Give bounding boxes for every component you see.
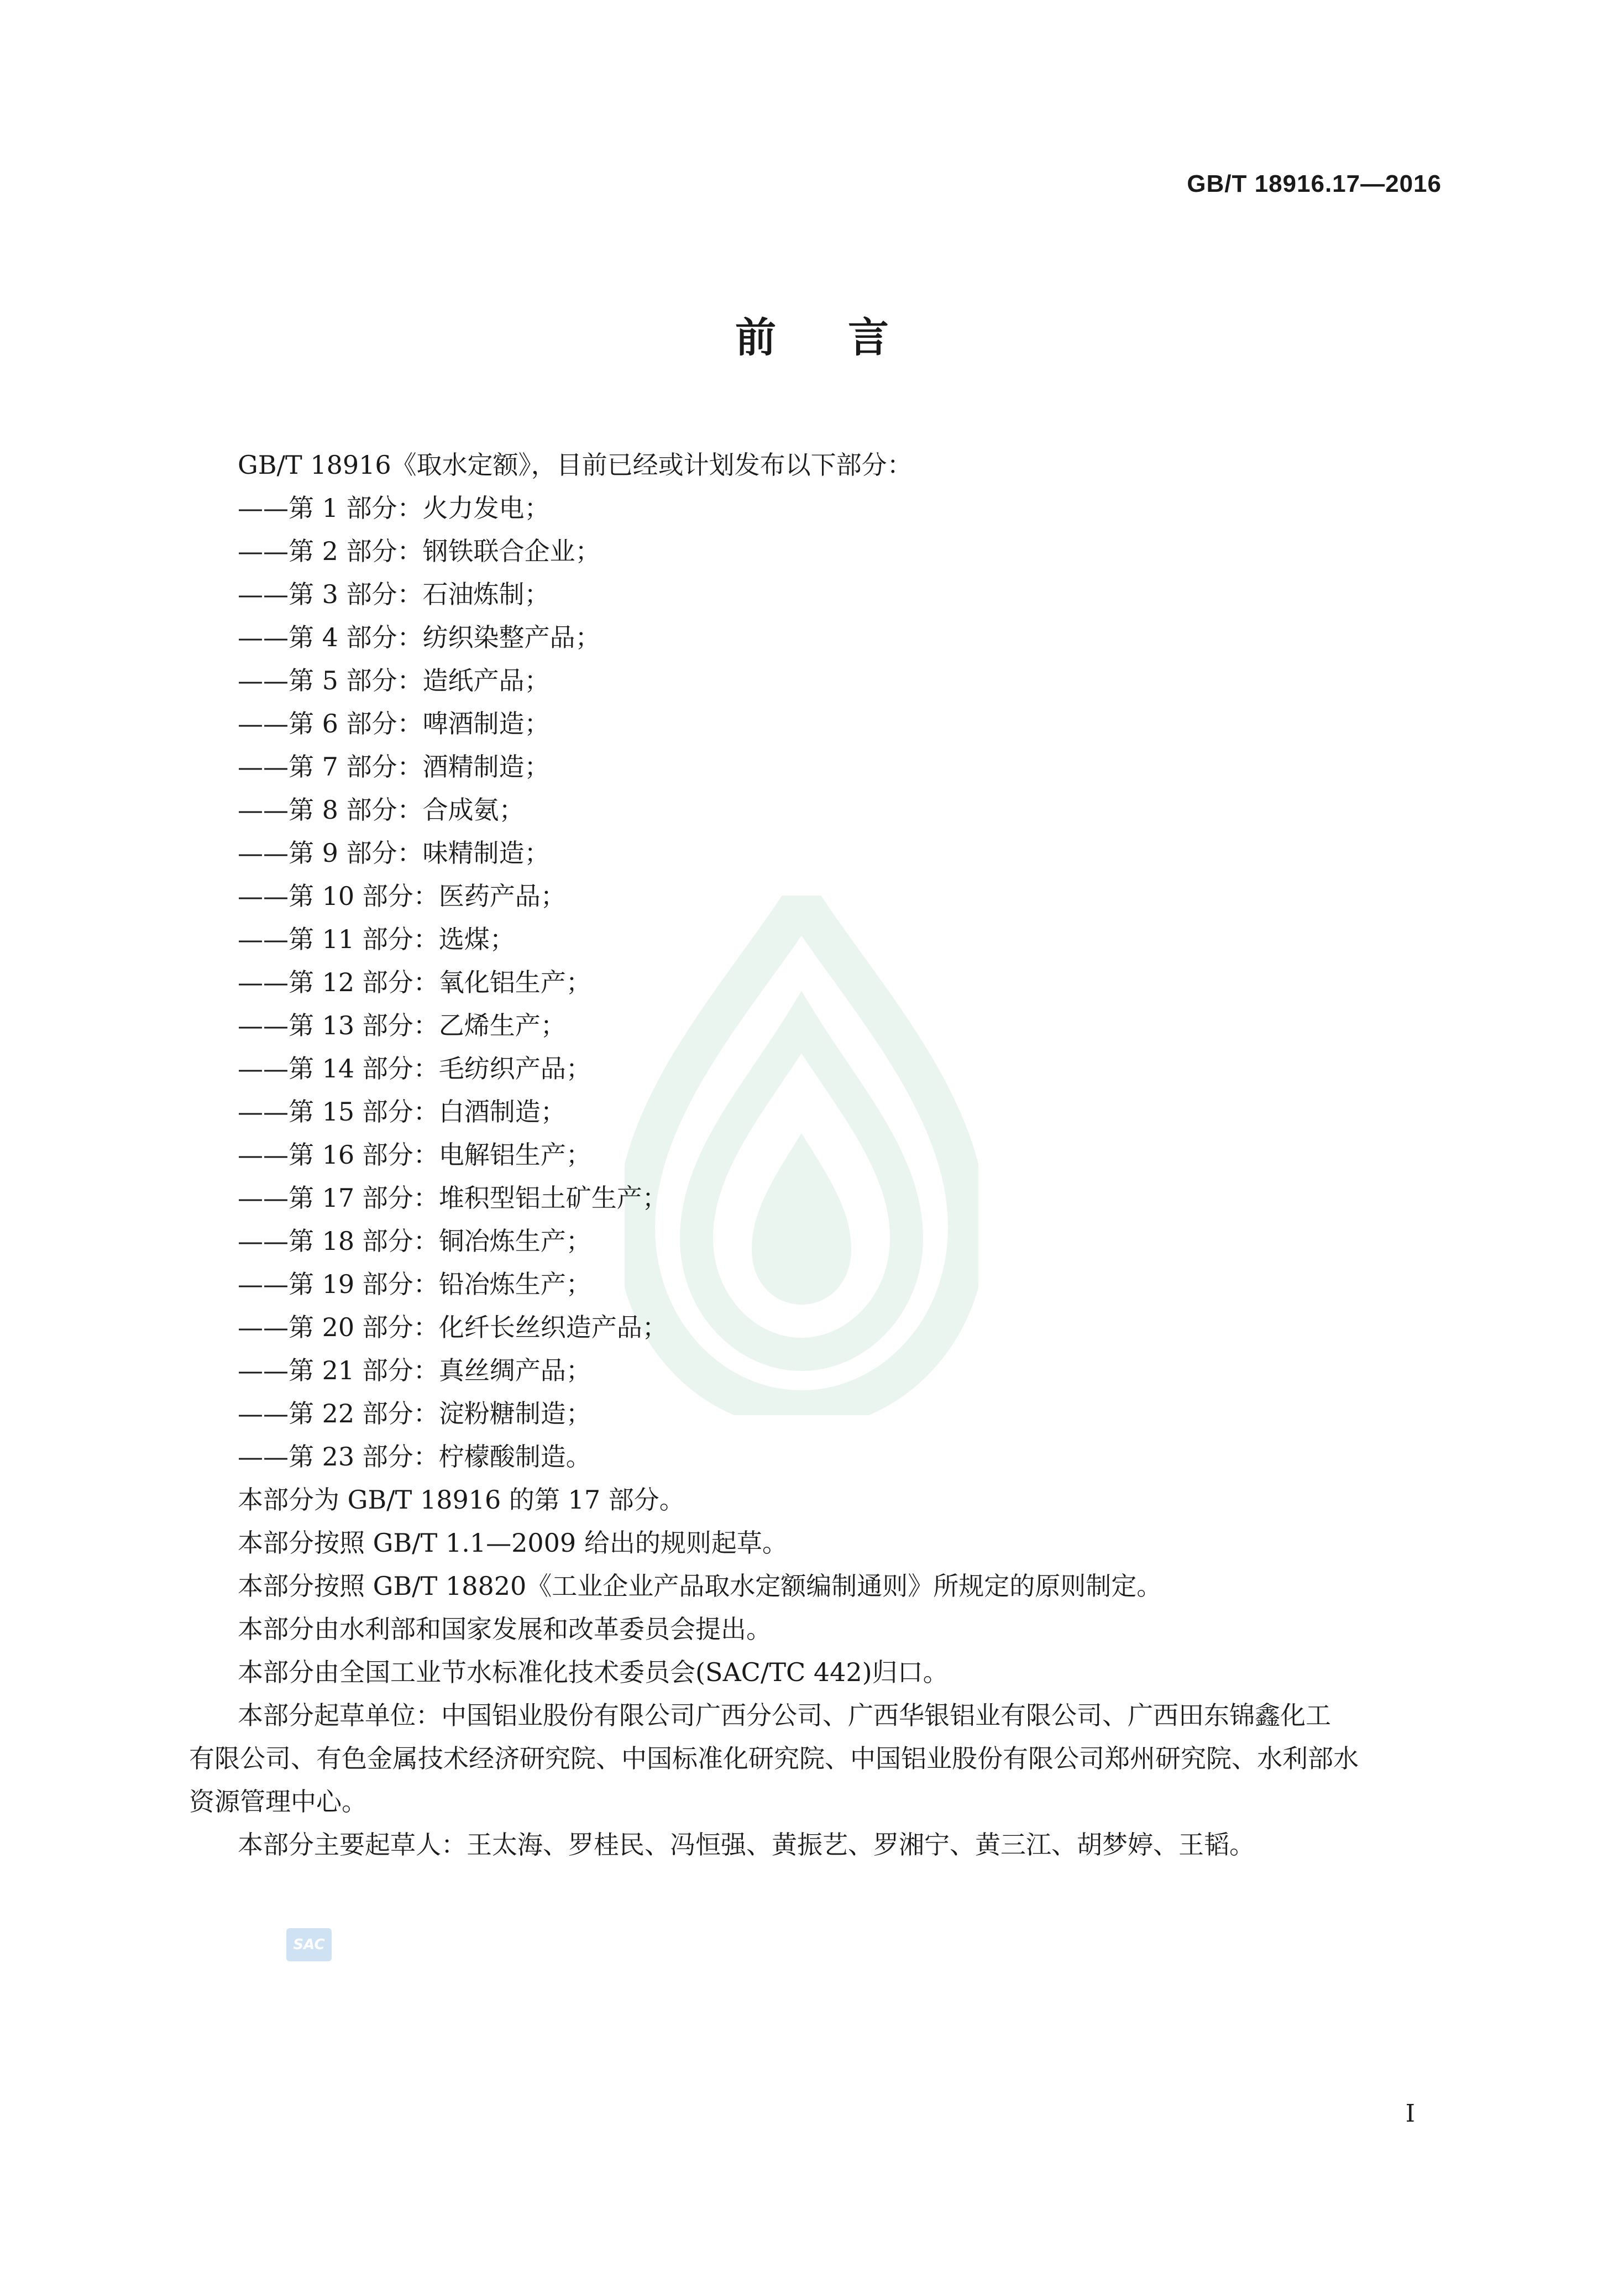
page-title: 前言	[735, 314, 961, 362]
drafters-line: 本部分主要起草人：王太海、罗桂民、冯恒强、黄振艺、罗湘宁、黄三江、胡梦婷、王韬。	[238, 1830, 1255, 1860]
sac-logo: SAC	[286, 1928, 332, 1961]
statement-line: 本部分由全国工业节水标准化技术委员会(SAC/TC 442)归口。	[238, 1657, 949, 1687]
part-item: ——第 19 部分：铅冶炼生产；	[238, 1269, 591, 1299]
part-item: ——第 6 部分：啤酒制造；	[238, 709, 550, 739]
statement-line: 本部分按照 GB/T 18820《工业企业产品取水定额编制通则》所规定的原则制定。	[238, 1571, 1162, 1601]
part-item: ——第 2 部分：钢铁联合企业；	[238, 536, 601, 566]
drafting-units-line: 有限公司、有色金属技术经济研究院、中国标准化研究院、中国铝业股份有限公司郑州研究院、水利部水	[189, 1744, 1359, 1773]
page-number: I	[1405, 2100, 1415, 2128]
part-item: ——第 16 部分：电解铝生产；	[238, 1140, 591, 1170]
part-item: ——第 15 部分：白酒制造；	[238, 1097, 566, 1127]
statement-line: 本部分按照 GB/T 1.1—2009 给出的规则起草。	[238, 1528, 788, 1558]
intro-line: GB/T 18916《取水定额》，目前已经或计划发布以下部分：	[238, 450, 913, 480]
foreword-body	[189, 443, 1454, 1866]
statement-line: 本部分由水利部和国家发展和改革委员会提出。	[238, 1614, 772, 1644]
part-item: ——第 14 部分：毛纺织产品；	[238, 1054, 591, 1083]
part-item: ——第 1 部分：火力发电；	[238, 493, 550, 523]
part-item: ——第 18 部分：铜冶炼生产；	[238, 1226, 591, 1256]
part-item: ——第 7 部分：酒精制造；	[238, 752, 550, 782]
part-item: ——第 5 部分：造纸产品；	[238, 666, 550, 695]
part-item: ——第 9 部分：味精制造；	[238, 838, 550, 868]
part-item: ——第 23 部分：柠檬酸制造。	[238, 1442, 591, 1472]
part-item: ——第 4 部分：纺织染整产品；	[238, 622, 601, 652]
drafting-units-line: 本部分起草单位：中国铝业股份有限公司广西分公司、广西华银铝业有限公司、广西田东锦鑫化工	[238, 1700, 1331, 1730]
statement-line: 本部分为 GB/T 18916 的第 17 部分。	[238, 1485, 685, 1515]
part-item: ——第 8 部分：合成氨；	[238, 795, 525, 825]
part-item: ——第 11 部分：选煤；	[238, 924, 515, 954]
part-item: ——第 17 部分：堆积型铝土矿生产；	[238, 1183, 668, 1213]
part-item: ——第 10 部分：医药产品；	[238, 881, 566, 911]
part-item: ——第 12 部分：氧化铝生产；	[238, 967, 591, 997]
drafting-units-line: 资源管理中心。	[189, 1787, 367, 1816]
part-item: ——第 22 部分：淀粉糖制造；	[238, 1399, 591, 1428]
part-item: ——第 3 部分：石油炼制；	[238, 579, 550, 609]
standard-code: GB/T 18916.17—2016	[1187, 170, 1442, 197]
part-item: ——第 21 部分：真丝绸产品；	[238, 1355, 591, 1385]
part-item: ——第 20 部分：化纤长丝织造产品；	[238, 1312, 668, 1342]
part-item: ——第 13 部分：乙烯生产；	[238, 1011, 566, 1040]
